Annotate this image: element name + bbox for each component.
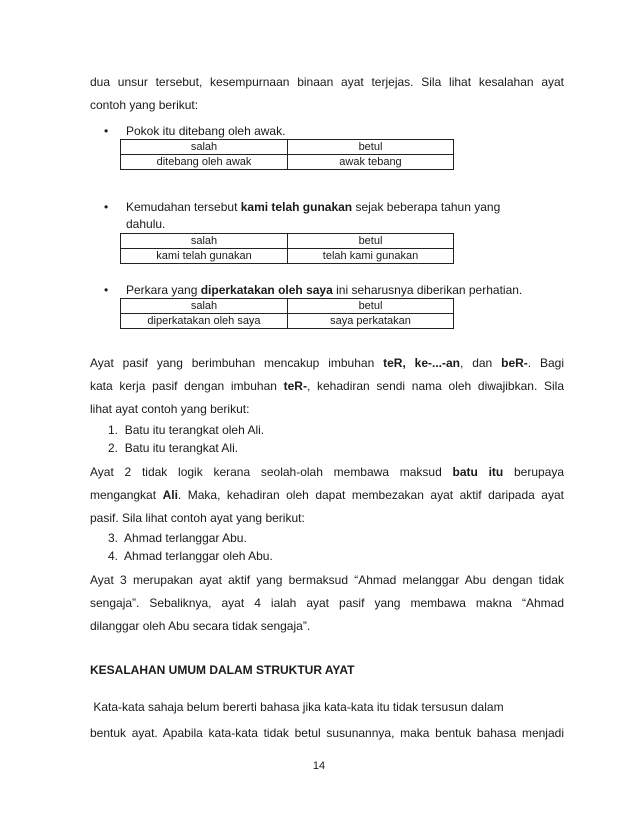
example-3-text: Ahmad terlanggar Abu. bbox=[124, 531, 247, 545]
passive-line-1-bold-2: beR- bbox=[501, 356, 528, 370]
example-2-number: 2. bbox=[108, 441, 119, 455]
bullet-2-text-pre: Kemudahan tersebut bbox=[126, 200, 241, 214]
explain-line-2: sengaja”. Sebaliknya, ayat 4 ialah ayat pasif yang membawa makna “Ahmad bbox=[90, 596, 564, 610]
intro-line-1: dua unsur tersebut, kesempurnaan binaan ayat terjejas. Sila lihat kesalahan ayat bbox=[90, 75, 564, 89]
passive-line-1-bold-1: teR, ke-...-an bbox=[383, 356, 461, 370]
passive-line-1-pre: Ayat pasif yang berimbuhan mencakup imbuhan bbox=[90, 356, 384, 370]
bullet-dot-1: • bbox=[104, 124, 109, 138]
logic-line-2-post: . Maka, kehadiran oleh dapat membezakan ayat aktif daripada ayat bbox=[177, 488, 564, 502]
logic-line-1-post: berupaya bbox=[503, 465, 565, 479]
comparison-table-2 bbox=[120, 233, 454, 264]
passive-line-1 bbox=[90, 352, 564, 375]
last-line-2: bentuk ayat. Apabila kata-kata tidak betul susunannya, maka bentuk bahasa menjadi bbox=[90, 726, 564, 740]
example-1-text: Batu itu terangkat oleh Ali. bbox=[124, 423, 265, 437]
passive-line-3: lihat ayat contoh yang berikut: bbox=[90, 402, 250, 416]
table-2-cell-right: telah kami gunakan bbox=[288, 249, 454, 264]
comparison-table-1 bbox=[120, 139, 454, 170]
example-1-number: 1. bbox=[108, 423, 119, 437]
bullet-2-text-bold: kami telah gunakan bbox=[240, 200, 353, 214]
example-4-number: 4. bbox=[108, 549, 119, 563]
bullet-3-text-post: ini seharusnya diberikan perhatian. bbox=[332, 283, 523, 297]
bullet-2-text bbox=[126, 199, 500, 215]
table-2-cell-wrong: kami telah gunakan bbox=[121, 249, 288, 264]
bullet-2-text-post: sejak beberapa tahun yang bbox=[352, 200, 501, 214]
example-2-text: Batu itu terangkat Ali. bbox=[124, 441, 239, 455]
comparison-table-3 bbox=[120, 298, 454, 329]
logic-line-2-pre: mengangkat bbox=[90, 488, 163, 502]
table-3-header-right: betul bbox=[288, 299, 454, 314]
bullet-3-text-bold: diperkatakan oleh saya bbox=[200, 283, 333, 297]
logic-line-3: pasif. Sila lihat contoh ayat yang berikut: bbox=[90, 511, 305, 525]
logic-line-1-bold: batu itu bbox=[452, 465, 504, 479]
example-4-text: Ahmad terlanggar oleh Abu. bbox=[124, 549, 273, 563]
table-2-header-wrong: salah bbox=[121, 234, 288, 249]
passive-line-1-post: . Bagi bbox=[527, 356, 564, 370]
explain-paragraph bbox=[90, 569, 564, 638]
example-4 bbox=[108, 548, 273, 564]
logic-paragraph bbox=[90, 461, 564, 530]
passive-line-2-post: , kehadiran sendi nama oleh diwajibkan. Sila bbox=[306, 379, 564, 393]
example-3-number: 3. bbox=[108, 531, 119, 545]
table-3-cell-wrong: diperkatakan oleh saya bbox=[121, 314, 288, 329]
table-3-cell-right: saya perkatakan bbox=[288, 314, 454, 329]
explain-line-3: dilanggar oleh Abu secara tidak sengaja”. bbox=[90, 619, 311, 633]
example-1 bbox=[108, 422, 264, 438]
passive-line-2-bold: teR- bbox=[283, 379, 307, 393]
table-2-header-right: betul bbox=[288, 234, 454, 249]
table-1-header-wrong: salah bbox=[121, 140, 288, 155]
bullet-2-text-line2: dahulu. bbox=[126, 217, 166, 231]
table-3-header-wrong: salah bbox=[121, 299, 288, 314]
logic-line-2 bbox=[90, 484, 564, 507]
bullet-dot-2: • bbox=[104, 200, 109, 214]
table-1-cell-wrong: ditebang oleh awak bbox=[121, 155, 288, 170]
intro-paragraph bbox=[90, 71, 564, 117]
passive-line-2 bbox=[90, 375, 564, 398]
example-2 bbox=[108, 440, 238, 456]
passive-line-2-pre: kata kerja pasif dengan imbuhan bbox=[90, 379, 284, 393]
logic-line-2-bold: Ali bbox=[162, 488, 178, 502]
example-3 bbox=[108, 530, 247, 546]
bullet-3-text bbox=[126, 282, 522, 298]
bullet-dot-3: • bbox=[104, 283, 109, 297]
passive-paragraph bbox=[90, 352, 564, 421]
intro-line-2: contoh yang berikut: bbox=[90, 98, 199, 112]
bullet-3-text-pre: Perkara yang bbox=[126, 283, 201, 297]
explain-line-1: Ayat 3 merupakan ayat aktif yang bermaksud “Ahmad melanggar Abu dengan tidak bbox=[90, 573, 564, 587]
last-line-1: Kata-kata sahaja belum bererti bahasa jika kata-kata itu tidak tersusun dalam bbox=[90, 700, 504, 714]
passive-line-1-mid: , dan bbox=[460, 356, 502, 370]
table-1-cell-right: awak tebang bbox=[288, 155, 454, 170]
page-number: 14 bbox=[312, 760, 326, 772]
section-heading: KESALAHAN UMUM DALAM STRUKTUR AYAT bbox=[90, 663, 355, 677]
logic-line-1-pre: Ayat 2 tidak logik kerana seolah-olah membawa maksud bbox=[90, 465, 453, 479]
logic-line-1 bbox=[90, 461, 564, 484]
bullet-1-text: Pokok itu ditebang oleh awak. bbox=[126, 124, 286, 138]
last-paragraph bbox=[90, 696, 564, 745]
table-1-header-right: betul bbox=[288, 140, 454, 155]
